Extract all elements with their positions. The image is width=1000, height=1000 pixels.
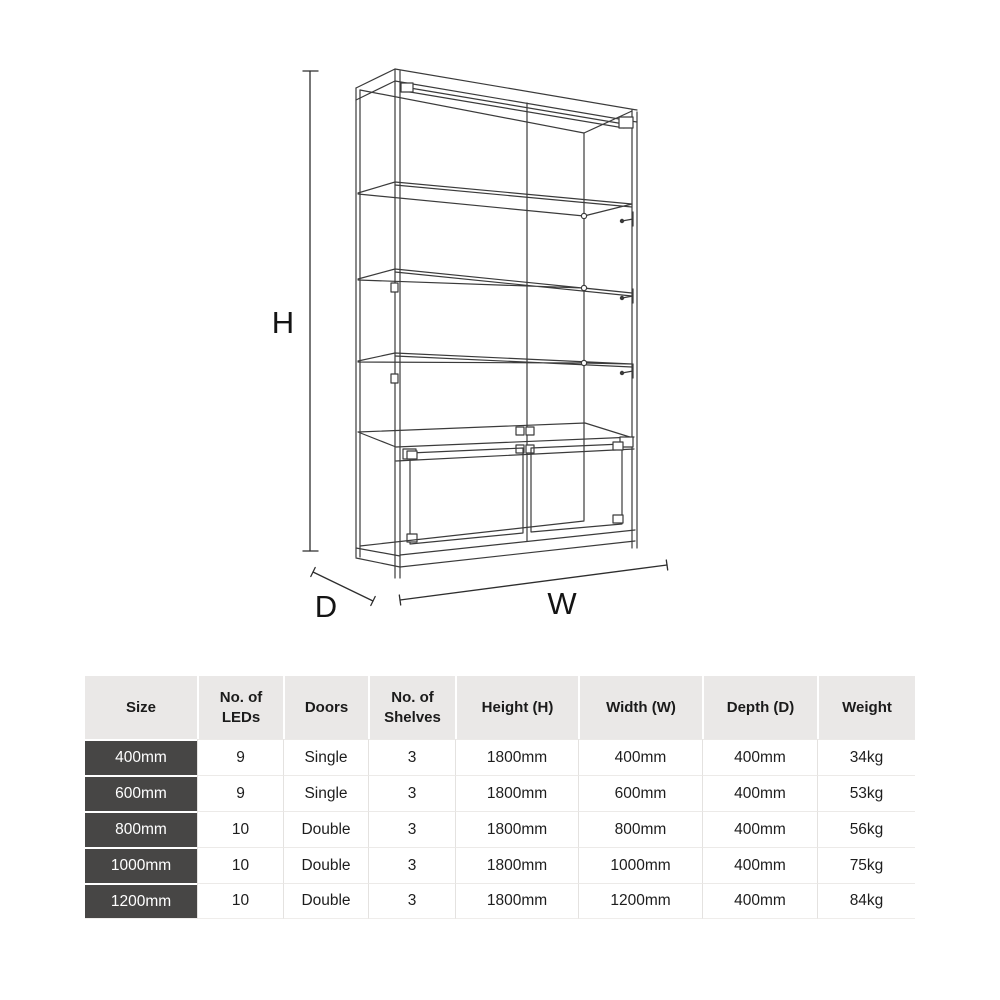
height-cell: 1800mm [455, 775, 578, 811]
size-cell: 1000mm [85, 847, 197, 883]
doors-cell: Double [283, 811, 368, 847]
column-header-leds: No. of LEDs [197, 676, 283, 739]
size-cell: 600mm [85, 775, 197, 811]
height-cell: 1800mm [455, 883, 578, 919]
column-header-doors: Doors [283, 676, 368, 739]
height-label: H [271, 305, 295, 340]
led-bracket-left [401, 83, 413, 92]
height-cell: 1800mm [455, 739, 578, 775]
cabinet-drawing [356, 69, 637, 578]
doors-cell: Double [283, 883, 368, 919]
front-right-post [632, 110, 637, 548]
right-lower-door [531, 444, 622, 532]
doors-cell: Single [283, 739, 368, 775]
glass-shelf-2 [358, 269, 632, 296]
depth-cell: 400mm [702, 775, 817, 811]
leds-cell: 10 [197, 883, 283, 919]
table-row [85, 811, 915, 847]
leds-cell: 9 [197, 739, 283, 775]
depth-cell: 400mm [702, 739, 817, 775]
column-header-size: Size [85, 676, 197, 739]
depth-label: D [314, 589, 338, 624]
led-strip [404, 87, 624, 128]
column-header-shelves: No. of Shelves [368, 676, 455, 739]
doors-cell: Single [283, 775, 368, 811]
shelves-cell: 3 [368, 847, 455, 883]
header-row [85, 676, 915, 739]
bottom-frame [356, 521, 635, 567]
shelf-pin-1 [581, 213, 586, 218]
shelves-cell: 3 [368, 775, 455, 811]
led-bracket-right [619, 117, 633, 128]
height-dimension-line [303, 71, 318, 551]
width-cell: 1200mm [578, 883, 702, 919]
size-cell: 400mm [85, 739, 197, 775]
weight-cell: 56kg [817, 811, 915, 847]
table-row [85, 847, 915, 883]
depth-cell: 400mm [702, 883, 817, 919]
leds-cell: 10 [197, 847, 283, 883]
shelves-cell: 3 [368, 811, 455, 847]
height-cell: 1800mm [455, 847, 578, 883]
weight-cell: 53kg [817, 775, 915, 811]
width-label: W [547, 586, 577, 621]
column-header-height: Height (H) [455, 676, 578, 739]
weight-cell: 34kg [817, 739, 915, 775]
depth-cell: 400mm [702, 847, 817, 883]
width-cell: 800mm [578, 811, 702, 847]
glass-shelf-3 [358, 353, 632, 367]
table-row [85, 739, 915, 775]
shelves-cell: 3 [368, 739, 455, 775]
table-row [85, 883, 915, 919]
width-cell: 600mm [578, 775, 702, 811]
column-header-weight: Weight [817, 676, 915, 739]
doors-cell: Double [283, 847, 368, 883]
shelf-pin-3 [581, 360, 586, 365]
width-cell: 400mm [578, 739, 702, 775]
width-cell: 1000mm [578, 847, 702, 883]
left-door-clip-1 [391, 283, 398, 292]
column-header-depth: Depth (D) [702, 676, 817, 739]
glass-shelf-1 [358, 182, 632, 216]
spec-table [85, 676, 915, 919]
weight-cell: 84kg [817, 883, 915, 919]
leds-cell: 10 [197, 811, 283, 847]
left-door-clip-2 [391, 374, 398, 383]
shelf-pin-2 [581, 285, 586, 290]
width-dimension-line [399, 560, 667, 605]
height-cell: 1800mm [455, 811, 578, 847]
leds-cell: 9 [197, 775, 283, 811]
table-row [85, 775, 915, 811]
shelves-cell: 3 [368, 883, 455, 919]
size-cell: 800mm [85, 811, 197, 847]
weight-cell: 75kg [817, 847, 915, 883]
back-left-post [356, 88, 360, 557]
depth-cell: 400mm [702, 811, 817, 847]
front-left-post [395, 69, 400, 578]
column-header-width: Width (W) [578, 676, 702, 739]
size-cell: 1200mm [85, 883, 197, 919]
